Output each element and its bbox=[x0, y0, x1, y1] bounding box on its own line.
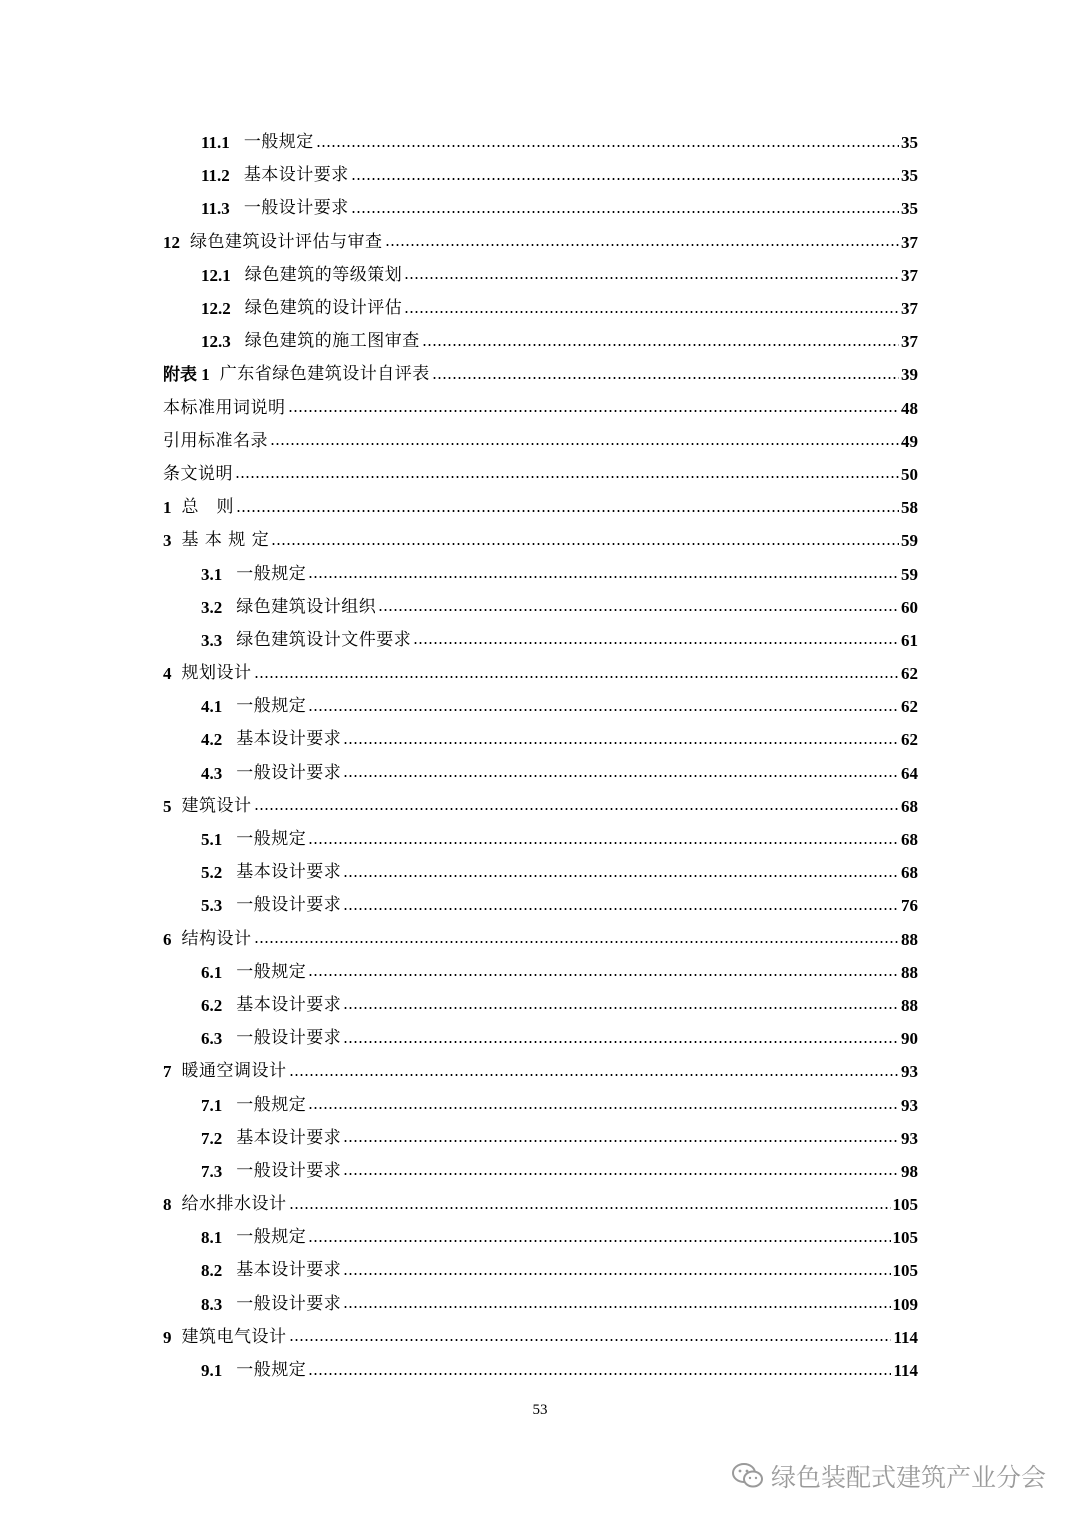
toc-entry-page: 68 bbox=[901, 830, 918, 850]
toc-entry[interactable] bbox=[163, 325, 918, 358]
toc-entry-title: 一般规定 bbox=[236, 1227, 307, 1248]
toc-entry[interactable] bbox=[163, 757, 918, 790]
watermark bbox=[731, 1458, 1046, 1494]
toc-entry[interactable] bbox=[163, 723, 918, 756]
toc-entry-page: 62 bbox=[901, 730, 918, 750]
dot-leader bbox=[271, 543, 899, 545]
toc-entry-number: 3.2 bbox=[201, 597, 223, 617]
toc-entry[interactable] bbox=[163, 823, 918, 856]
toc-entry-page: 88 bbox=[901, 962, 918, 982]
dot-leader bbox=[422, 344, 899, 346]
toc-entry[interactable] bbox=[163, 923, 918, 956]
dot-leader bbox=[343, 908, 899, 910]
toc-entry-title: 绿色建筑设计文件要求 bbox=[236, 629, 412, 650]
dot-leader bbox=[343, 1273, 890, 1275]
toc-entry[interactable] bbox=[163, 292, 918, 325]
toc-entry[interactable] bbox=[163, 557, 918, 590]
toc-entry-title: 一般规定 bbox=[236, 1094, 307, 1115]
toc-entry-number: 8.3 bbox=[201, 1294, 223, 1314]
dot-leader bbox=[254, 941, 900, 943]
dot-leader bbox=[343, 1007, 899, 1009]
toc-entry[interactable] bbox=[163, 1155, 918, 1188]
toc-entry-number: 5.3 bbox=[201, 896, 223, 916]
toc-entry-number: 3.3 bbox=[201, 630, 223, 650]
toc-entry[interactable] bbox=[163, 126, 918, 159]
toc-entry[interactable] bbox=[163, 657, 918, 690]
toc-entry-title: 绿色建筑的施工图审查 bbox=[244, 331, 420, 352]
toc-entry[interactable] bbox=[163, 591, 918, 624]
dot-leader bbox=[308, 1107, 899, 1109]
toc-entry-number: 5 bbox=[163, 796, 172, 816]
dot-leader bbox=[254, 676, 900, 678]
toc-entry-title: 基 本 规 定 bbox=[181, 530, 270, 551]
toc-entry-page: 59 bbox=[901, 564, 918, 584]
toc-entry-page: 35 bbox=[901, 166, 918, 186]
toc-entry-number: 5.1 bbox=[201, 830, 223, 850]
dot-leader bbox=[413, 642, 899, 644]
dot-leader bbox=[404, 277, 899, 279]
toc-entry[interactable] bbox=[163, 425, 918, 458]
toc-entry-title: 总 则 bbox=[181, 497, 234, 518]
toc-entry[interactable] bbox=[163, 524, 918, 557]
toc-entry-title: 一般规定 bbox=[236, 563, 307, 584]
toc-entry-page: 59 bbox=[901, 531, 918, 551]
toc-entry-title: 给水排水设计 bbox=[181, 1194, 287, 1215]
toc-entry[interactable] bbox=[163, 1188, 918, 1221]
toc-entry[interactable] bbox=[163, 1022, 918, 1055]
toc-entry-title: 一般规定 bbox=[236, 1360, 307, 1381]
toc-entry[interactable] bbox=[163, 458, 918, 491]
toc-entry-title: 一般规定 bbox=[236, 829, 307, 850]
dot-leader bbox=[385, 244, 900, 246]
dot-leader bbox=[404, 311, 899, 313]
toc-entry-page: 68 bbox=[901, 796, 918, 816]
toc-entry[interactable] bbox=[163, 624, 918, 657]
dot-leader bbox=[351, 178, 899, 180]
toc-entry-page: 105 bbox=[892, 1195, 918, 1215]
toc-entry-page: 58 bbox=[901, 498, 918, 518]
toc-entry-title: 一般规定 bbox=[236, 696, 307, 717]
toc-entry-title: 建筑设计 bbox=[181, 795, 252, 816]
toc-entry-number: 6 bbox=[163, 929, 172, 949]
dot-leader bbox=[289, 1339, 892, 1341]
toc-entry[interactable] bbox=[163, 1122, 918, 1155]
dot-leader bbox=[343, 775, 899, 777]
toc-entry-title: 基本设计要求 bbox=[236, 862, 342, 883]
toc-entry-page: 37 bbox=[901, 332, 918, 352]
toc-entry-page: 114 bbox=[893, 1361, 918, 1381]
toc-entry-title: 绿色建筑设计组织 bbox=[236, 596, 377, 617]
toc-entry-page: 50 bbox=[901, 464, 918, 484]
toc-entry[interactable] bbox=[163, 1288, 918, 1321]
toc-entry-page: 88 bbox=[901, 929, 918, 949]
toc-entry-title: 一般规定 bbox=[236, 961, 307, 982]
toc-entry-number: 4 bbox=[163, 664, 172, 684]
toc-entry-title: 一般设计要求 bbox=[236, 1028, 342, 1049]
toc-entry-title: 一般设计要求 bbox=[243, 198, 349, 219]
toc-entry-title: 绿色建筑的等级策划 bbox=[244, 264, 403, 285]
toc-entry-number: 1 bbox=[163, 498, 172, 518]
dot-leader bbox=[343, 1306, 890, 1308]
watermark-text: 绿色装配式建筑产业分会 bbox=[770, 1463, 1046, 1492]
toc-entry-page: 105 bbox=[892, 1261, 918, 1281]
toc-entry[interactable] bbox=[163, 1088, 918, 1121]
toc-entry-title: 基本设计要求 bbox=[236, 994, 342, 1015]
dot-leader bbox=[378, 609, 899, 611]
toc-entry-title: 本标准用词说明 bbox=[163, 397, 286, 418]
toc-entry-number: 12 bbox=[163, 232, 180, 252]
toc-entry-page: 93 bbox=[901, 1062, 918, 1082]
toc-entry-title: 引用标准名录 bbox=[163, 430, 268, 451]
toc-entry-page: 39 bbox=[901, 365, 918, 385]
toc-entry-title: 一般设计要求 bbox=[236, 1160, 342, 1181]
toc-entry-title: 规划设计 bbox=[181, 663, 252, 684]
toc-entry-title: 基本设计要求 bbox=[236, 729, 342, 750]
toc-entry-number: 8.1 bbox=[201, 1228, 223, 1248]
dot-leader bbox=[308, 1240, 890, 1242]
toc-entry-page: 109 bbox=[892, 1294, 918, 1314]
toc-entry-title: 广东省绿色建筑设计自评表 bbox=[219, 364, 430, 385]
toc-entry-page: 76 bbox=[901, 896, 918, 916]
toc-entry-number: 3 bbox=[163, 531, 172, 551]
toc-entry[interactable] bbox=[163, 690, 918, 723]
toc-entry-page: 35 bbox=[901, 199, 918, 219]
dot-leader bbox=[316, 145, 899, 147]
dot-leader bbox=[308, 709, 899, 711]
dot-leader bbox=[236, 510, 899, 512]
toc-entry-page: 105 bbox=[892, 1228, 918, 1248]
toc-entry-number: 12.1 bbox=[201, 265, 231, 285]
toc-entry-page: 62 bbox=[901, 697, 918, 717]
toc-entry[interactable] bbox=[163, 491, 918, 524]
toc-entry[interactable] bbox=[163, 856, 918, 889]
toc-entry-number: 8.2 bbox=[201, 1261, 223, 1281]
toc-entry[interactable] bbox=[163, 159, 918, 192]
dot-leader bbox=[308, 1373, 891, 1375]
dot-leader bbox=[254, 808, 900, 810]
dot-leader bbox=[343, 742, 899, 744]
toc-entry-title: 结构设计 bbox=[181, 928, 252, 949]
toc-entry-page: 90 bbox=[901, 1029, 918, 1049]
toc-entry[interactable] bbox=[163, 1055, 918, 1088]
dot-leader bbox=[308, 842, 899, 844]
toc-entry-number: 8 bbox=[163, 1195, 172, 1215]
toc-entry-number: 4.3 bbox=[201, 763, 223, 783]
toc-entry-title: 一般规定 bbox=[243, 132, 314, 153]
toc-entry-number: 9 bbox=[163, 1327, 172, 1347]
toc-entry-page: 37 bbox=[901, 299, 918, 319]
toc-entry-title: 绿色建筑的设计评估 bbox=[244, 298, 403, 319]
toc-entry[interactable] bbox=[163, 889, 918, 922]
dot-leader bbox=[351, 211, 899, 213]
toc-entry-title: 基本设计要求 bbox=[236, 1127, 342, 1148]
toc-entry-title: 条文说明 bbox=[163, 463, 233, 484]
toc-entry[interactable] bbox=[163, 956, 918, 989]
toc-entry-number: 3.1 bbox=[201, 564, 223, 584]
toc-entry-title: 一般设计要求 bbox=[236, 895, 342, 916]
toc-entry[interactable] bbox=[163, 392, 918, 425]
toc-entry-page: 35 bbox=[901, 133, 918, 153]
table-of-contents bbox=[163, 126, 918, 1387]
dot-leader bbox=[308, 974, 899, 976]
toc-entry-number: 6.1 bbox=[201, 962, 223, 982]
toc-entry-page: 93 bbox=[901, 1095, 918, 1115]
toc-entry-page: 93 bbox=[901, 1128, 918, 1148]
toc-entry-number: 9.1 bbox=[201, 1361, 223, 1381]
toc-entry-number: 4.1 bbox=[201, 697, 223, 717]
toc-entry[interactable] bbox=[163, 1321, 918, 1354]
toc-entry[interactable] bbox=[163, 226, 918, 259]
toc-entry-number: 11.3 bbox=[201, 199, 230, 219]
toc-entry-number: 5.2 bbox=[201, 863, 223, 883]
toc-entry-title: 建筑电气设计 bbox=[181, 1326, 287, 1347]
dot-leader bbox=[343, 1173, 899, 1175]
toc-entry-number: 7 bbox=[163, 1062, 172, 1082]
toc-entry-page: 98 bbox=[901, 1161, 918, 1181]
toc-entry-number: 7.2 bbox=[201, 1128, 223, 1148]
toc-entry[interactable] bbox=[163, 1221, 918, 1254]
page-number: 53 bbox=[532, 1402, 548, 1418]
toc-entry-page: 60 bbox=[901, 597, 918, 617]
toc-entry-title: 一般设计要求 bbox=[236, 1293, 342, 1314]
toc-entry-number: 12.3 bbox=[201, 332, 231, 352]
toc-entry-page: 68 bbox=[901, 863, 918, 883]
toc-entry[interactable] bbox=[163, 1254, 918, 1287]
dot-leader bbox=[432, 377, 899, 379]
toc-entry-page: 62 bbox=[901, 664, 918, 684]
toc-entry[interactable] bbox=[163, 989, 918, 1022]
toc-entry-page: 114 bbox=[893, 1327, 918, 1347]
dot-leader bbox=[270, 443, 899, 445]
dot-leader bbox=[289, 1207, 891, 1209]
toc-entry-number: 6.3 bbox=[201, 1029, 223, 1049]
toc-entry-number: 11.1 bbox=[201, 133, 230, 153]
toc-entry-number: 4.2 bbox=[201, 730, 223, 750]
toc-entry-title: 基本设计要求 bbox=[236, 1260, 342, 1281]
toc-entry-number: 7.1 bbox=[201, 1095, 223, 1115]
toc-entry[interactable] bbox=[163, 259, 918, 292]
toc-entry-page: 49 bbox=[901, 431, 918, 451]
toc-entry-number: 6.2 bbox=[201, 995, 223, 1015]
dot-leader bbox=[308, 576, 899, 578]
toc-entry-number: 11.2 bbox=[201, 166, 230, 186]
toc-entry[interactable] bbox=[163, 790, 918, 823]
dot-leader bbox=[289, 1074, 900, 1076]
wechat-icon bbox=[731, 1462, 765, 1490]
toc-entry-number: 7.3 bbox=[201, 1161, 223, 1181]
dot-leader bbox=[343, 1041, 899, 1043]
toc-entry[interactable] bbox=[163, 192, 918, 225]
toc-entry-page: 37 bbox=[901, 232, 918, 252]
dot-leader bbox=[343, 875, 899, 877]
toc-entry[interactable] bbox=[163, 358, 918, 391]
toc-entry-page: 37 bbox=[901, 265, 918, 285]
toc-entry-title: 暖通空调设计 bbox=[181, 1061, 287, 1082]
toc-entry-title: 绿色建筑设计评估与审查 bbox=[190, 231, 383, 252]
toc-entry-page: 48 bbox=[901, 398, 918, 418]
toc-entry-number: 附表 1 bbox=[163, 365, 210, 385]
dot-leader bbox=[288, 410, 900, 412]
toc-entry-title: 基本设计要求 bbox=[243, 165, 349, 186]
dot-leader bbox=[235, 476, 899, 478]
toc-entry-title: 一般设计要求 bbox=[236, 762, 342, 783]
toc-entry-page: 64 bbox=[901, 763, 918, 783]
toc-entry-number: 12.2 bbox=[201, 299, 231, 319]
dot-leader bbox=[343, 1140, 899, 1142]
toc-entry-page: 88 bbox=[901, 995, 918, 1015]
toc-entry[interactable] bbox=[163, 1354, 918, 1387]
toc-entry-page: 61 bbox=[901, 630, 918, 650]
